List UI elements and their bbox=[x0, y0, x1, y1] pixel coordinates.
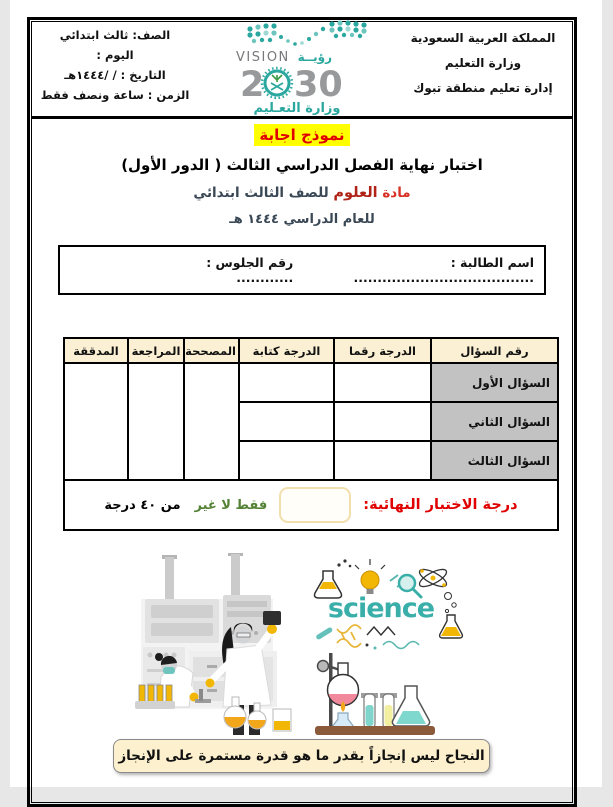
science-illustration bbox=[135, 553, 483, 739]
student-name-label: اسم الطالبة : ...................................... bbox=[353, 255, 534, 285]
header-auditor: المدققة bbox=[64, 338, 128, 363]
question-3-grade-written-cell bbox=[239, 441, 334, 480]
final-score-row bbox=[64, 480, 558, 530]
ministry-line-ministry: وزارة التعليم bbox=[444, 56, 522, 70]
lab-equipment bbox=[315, 653, 435, 735]
logo-vision-text: VISION bbox=[236, 50, 290, 65]
auditor-cell bbox=[64, 363, 128, 480]
exam-info-grade: الصف: ثالث ابتدائي bbox=[59, 28, 171, 42]
lab-scene bbox=[135, 553, 291, 735]
vision-2030-logo bbox=[220, 20, 375, 115]
exam-info-date: التاريخ : / /١٤٤٤هـ bbox=[64, 68, 166, 82]
exam-info-block bbox=[32, 25, 198, 105]
academic-year: للعام الدراسي ١٤٤٤ هـ bbox=[229, 212, 375, 227]
logo-vision-arabic: رؤيــة bbox=[297, 50, 332, 64]
header-corrector: المصححة bbox=[184, 338, 239, 363]
success-quote-banner bbox=[113, 739, 490, 773]
science-doodles bbox=[315, 559, 463, 650]
science-word: science bbox=[327, 593, 435, 624]
logo-ministry-arabic: وزارة التعـليم bbox=[253, 101, 341, 115]
title-section bbox=[27, 124, 577, 227]
subject-name: العلوم bbox=[333, 185, 378, 201]
question-2-grade-numeric-cell bbox=[334, 402, 431, 441]
header-divider bbox=[31, 116, 573, 119]
final-score-box bbox=[279, 487, 351, 523]
out-of-label: من ٤٠ درجة bbox=[104, 497, 181, 513]
question-1-grade-written-cell bbox=[239, 363, 334, 402]
header-question-number: رقم السؤال bbox=[431, 338, 558, 363]
exam-info-time: الزمن : ساعة ونصف فقط bbox=[40, 88, 190, 102]
header-grade-numeric: الدرجة رقما bbox=[334, 338, 431, 363]
logo-dots-pattern bbox=[247, 20, 366, 45]
subject-prefix: مادة bbox=[377, 185, 411, 201]
question-1-grade-numeric-cell bbox=[334, 363, 431, 402]
page bbox=[10, 0, 602, 787]
subject-line bbox=[27, 185, 577, 201]
ministry-block bbox=[390, 26, 576, 101]
question-2-label: السؤال الثاني bbox=[431, 402, 558, 441]
reviewer-cell bbox=[128, 363, 184, 480]
logo-year-30: 30 bbox=[294, 65, 343, 105]
question-2-grade-written-cell bbox=[239, 402, 334, 441]
grades-table bbox=[63, 337, 559, 531]
ministry-line-region: إدارة تعليم منطقة تبوك bbox=[413, 81, 553, 95]
subject-suffix: للصف الثالث ابتدائي bbox=[193, 185, 329, 201]
header-reviewer: المراجعة bbox=[128, 338, 184, 363]
corrector-cell bbox=[184, 363, 239, 480]
exam-title: اختبار نهاية الفصل الدراسي الثالث ( الدور الأول) bbox=[121, 156, 483, 174]
only-label: فقط لا غير bbox=[194, 497, 268, 513]
header-grade-written: الدرجة كتابة bbox=[239, 338, 334, 363]
seat-number-label: رقم الجلوس : ............ bbox=[206, 255, 294, 285]
exam-info-day: اليوم : bbox=[96, 48, 134, 62]
student-info-box bbox=[58, 245, 546, 295]
grades-table-header-row bbox=[64, 338, 558, 363]
final-score-label: درجة الاختبار النهائية: bbox=[363, 497, 518, 513]
success-quote-text: النجاح ليس إنجازاً بقدر ما هو قدرة مستمرة على الإنجاز bbox=[118, 748, 485, 764]
ministry-line-country: المملكة العربية السعودية bbox=[410, 31, 556, 45]
question-3-grade-numeric-cell bbox=[334, 441, 431, 480]
logo-emblem bbox=[262, 68, 292, 98]
question-3-label: السؤال الثالث bbox=[431, 441, 558, 480]
answer-key-badge: نموذج اجابة bbox=[254, 124, 349, 146]
question-1-label: السؤال الأول bbox=[431, 363, 558, 402]
logo-year-2: 2 bbox=[240, 65, 265, 105]
table-row-question-1 bbox=[64, 363, 558, 402]
final-score-content bbox=[65, 481, 557, 529]
